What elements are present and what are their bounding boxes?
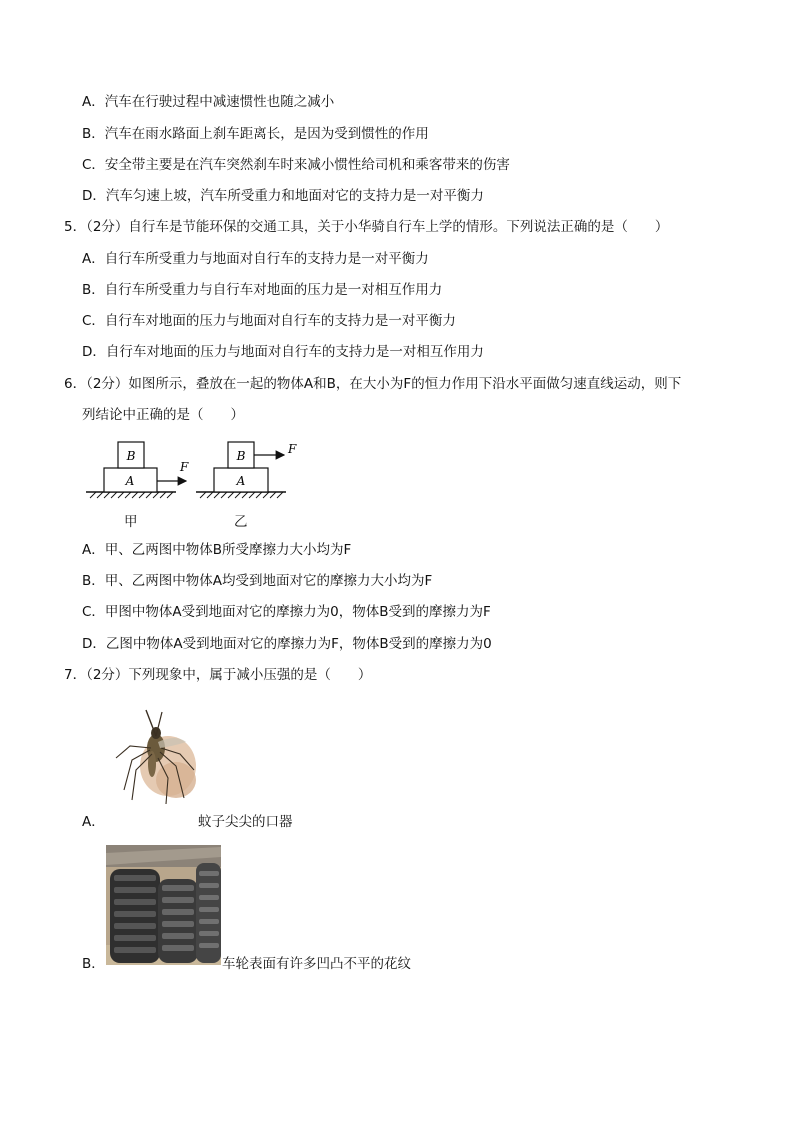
block-a-left-label: A — [125, 474, 135, 488]
ground-hatch-right — [200, 492, 283, 498]
q6-option-a: A．甲、乙两图中物体B所受摩擦力大小均为F — [82, 542, 352, 558]
force-label-left: F — [180, 460, 189, 474]
q5-option-d: D．自行车对地面的压力与地面对自行车的支持力是一对相互作用力 — [82, 344, 484, 360]
force-label-right: F — [288, 442, 297, 456]
q6-option-b: B．甲、乙两图中物体A均受到地面对它的摩擦力大小均为F — [82, 573, 433, 589]
q6-option-d: D．乙图中物体A受到地面对它的摩擦力为F，物体B受到的摩擦力为0 — [82, 636, 492, 652]
q6-stem-line1: 6．（2分）如图所示，叠放在一起的物体A和B，在大小为F的恒力作用下沿水平面做匀速直线运动，则下 — [64, 376, 682, 392]
figure-right-setup — [196, 442, 297, 498]
q7-option-b-label: B． — [82, 956, 105, 972]
q5-option-b: B．自行车所受重力与自行车对地面的压力是一对相互作用力 — [82, 282, 443, 298]
tire-right — [196, 863, 221, 963]
block-b-left-label: B — [126, 449, 136, 463]
q6-stem-line2: 列结论中正确的是（ ） — [82, 407, 244, 423]
q7-option-a-label: A． — [82, 814, 105, 830]
q4-option-a: A．汽车在行驶过程中减速惯性也随之减小 — [82, 94, 335, 110]
q7-option-a-caption: 蚊子尖尖的口器 — [198, 814, 293, 830]
q5-stem: 5．（2分）自行车是节能环保的交通工具，关于小华骑自行车上学的情形。下列说法正确的是（ ） — [64, 219, 669, 235]
q7-option-b-caption: 车轮表面有许多凹凸不平的花纹 — [222, 956, 411, 972]
block-a-right-label: A — [236, 474, 246, 488]
figure-caption-left: 甲 — [124, 514, 138, 530]
tire-middle — [158, 879, 198, 963]
q4-option-d: D．汽车匀速上坡，汽车所受重力和地面对它的支持力是一对平衡力 — [82, 188, 484, 204]
q5-option-a: A．自行车所受重力与地面对自行车的支持力是一对平衡力 — [82, 251, 429, 267]
ground-hatch-left — [90, 492, 173, 498]
q4-option-b: B．汽车在雨水路面上刹车距离长，是因为受到惯性的作用 — [82, 126, 429, 142]
tire-photo — [106, 845, 221, 965]
q6-friction-figure — [80, 436, 300, 508]
q7-stem: 7．（2分）下列现象中，属于减小压强的是（ ） — [64, 667, 372, 683]
block-b-right-label: B — [236, 449, 246, 463]
q4-option-c: C．安全带主要是在汽车突然刹车时来减小惯性给司机和乘客带来的伤害 — [82, 157, 510, 173]
tire-left — [110, 869, 160, 963]
figure-caption-right: 乙 — [234, 514, 248, 530]
figure-left-setup — [86, 442, 189, 498]
mosquito-photo — [106, 708, 198, 806]
q6-option-c: C．甲图中物体A受到地面对它的摩擦力为0，物体B受到的摩擦力为F — [82, 604, 491, 620]
q5-option-c: C．自行车对地面的压力与地面对自行车的支持力是一对平衡力 — [82, 313, 456, 329]
